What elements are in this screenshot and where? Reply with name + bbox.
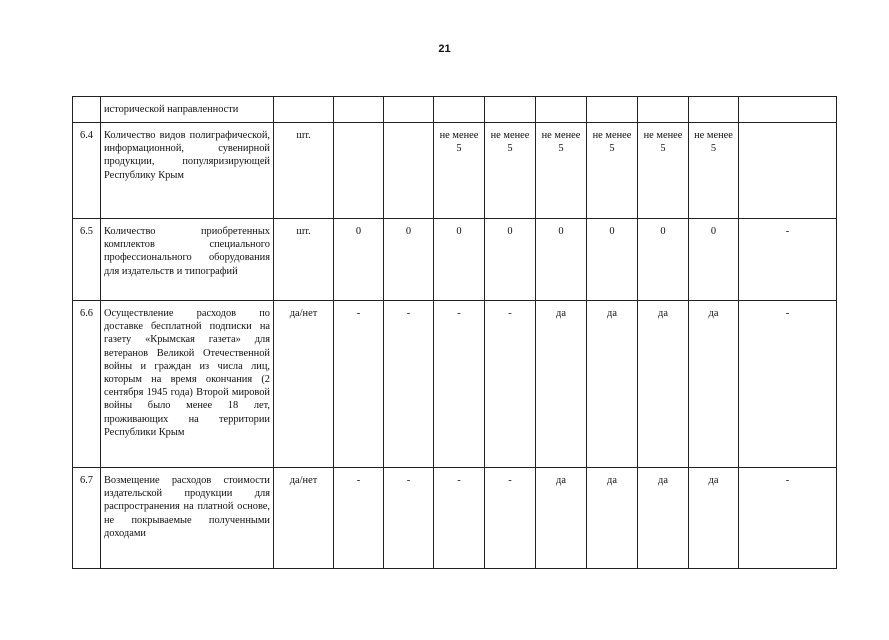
value-cell (334, 97, 384, 123)
unit-cell: шт. (274, 219, 334, 301)
unit-cell: да/нет (274, 468, 334, 569)
page-number: 21 (438, 43, 451, 55)
table-row-6-6 (73, 301, 837, 468)
value-cell: да (689, 468, 739, 569)
value-cell: - (739, 219, 837, 301)
value-cell: да (587, 468, 638, 569)
value-cell: 0 (434, 219, 485, 301)
value-cell (536, 97, 587, 123)
indicator-name-cell: Осуществление расходов по доставке бесплатной подписки на газету «Крымская газета» для ветеранов Великой Отечественной войны и граждан из числа лиц, которым на время окончания (2 сентября 1945 года) Второй мировой войны было менее 18 лет, проживающих на территории Республики Крым (101, 301, 274, 468)
value-cell: 0 (485, 219, 536, 301)
value-cell: 0 (536, 219, 587, 301)
value-cell: - (384, 468, 434, 569)
table-row-6-7 (73, 468, 837, 569)
value-cell (434, 97, 485, 123)
value-cell: да (536, 301, 587, 468)
indicator-name-cell: Возмещение расходов стоимости издательской продукции для распространения на платной основе, не покрываемые полученными доходами (101, 468, 274, 569)
value-cell: да (638, 301, 689, 468)
value-cell (739, 97, 837, 123)
value-cell: - (334, 301, 384, 468)
value-cell: не менее 5 (689, 123, 739, 219)
row-number-cell: 6.5 (73, 219, 101, 301)
value-cell (689, 97, 739, 123)
value-cell: - (485, 468, 536, 569)
indicator-name-cell: Количество видов полиграфической, информационной, сувенирной продукции, популяризирующей Республику Крым (101, 123, 274, 219)
value-cell: не менее 5 (587, 123, 638, 219)
value-cell (485, 97, 536, 123)
value-cell: - (434, 301, 485, 468)
value-cell: - (334, 468, 384, 569)
value-cell: не менее 5 (638, 123, 689, 219)
value-cell: да (689, 301, 739, 468)
value-cell: не менее 5 (434, 123, 485, 219)
indicators-table (72, 96, 837, 569)
value-cell: не менее 5 (485, 123, 536, 219)
row-number-cell: 6.7 (73, 468, 101, 569)
value-cell: да (587, 301, 638, 468)
table-body (73, 97, 837, 569)
value-cell (384, 123, 434, 219)
indicator-name-cell: Количество приобретенных комплектов специального профессионального оборудования для издательств и типографий (101, 219, 274, 301)
unit-cell: да/нет (274, 301, 334, 468)
value-cell (638, 97, 689, 123)
table-row-6-5 (73, 219, 837, 301)
value-cell: не менее 5 (536, 123, 587, 219)
value-cell (334, 123, 384, 219)
value-cell: 0 (689, 219, 739, 301)
unit-cell: шт. (274, 123, 334, 219)
value-cell: - (384, 301, 434, 468)
indicator-name-cell: исторической направленности (101, 97, 274, 123)
table-row-6-4 (73, 123, 837, 219)
value-cell: да (638, 468, 689, 569)
row-number-cell: 6.4 (73, 123, 101, 219)
table-row-continuation (73, 97, 837, 123)
unit-cell (274, 97, 334, 123)
value-cell (739, 123, 837, 219)
row-number-cell (73, 97, 101, 123)
value-cell (587, 97, 638, 123)
value-cell: 0 (638, 219, 689, 301)
value-cell: - (739, 468, 837, 569)
value-cell: - (739, 301, 837, 468)
value-cell: 0 (587, 219, 638, 301)
value-cell (384, 97, 434, 123)
value-cell: 0 (384, 219, 434, 301)
row-number-cell: 6.6 (73, 301, 101, 468)
value-cell: 0 (334, 219, 384, 301)
value-cell: да (536, 468, 587, 569)
value-cell: - (434, 468, 485, 569)
value-cell: - (485, 301, 536, 468)
